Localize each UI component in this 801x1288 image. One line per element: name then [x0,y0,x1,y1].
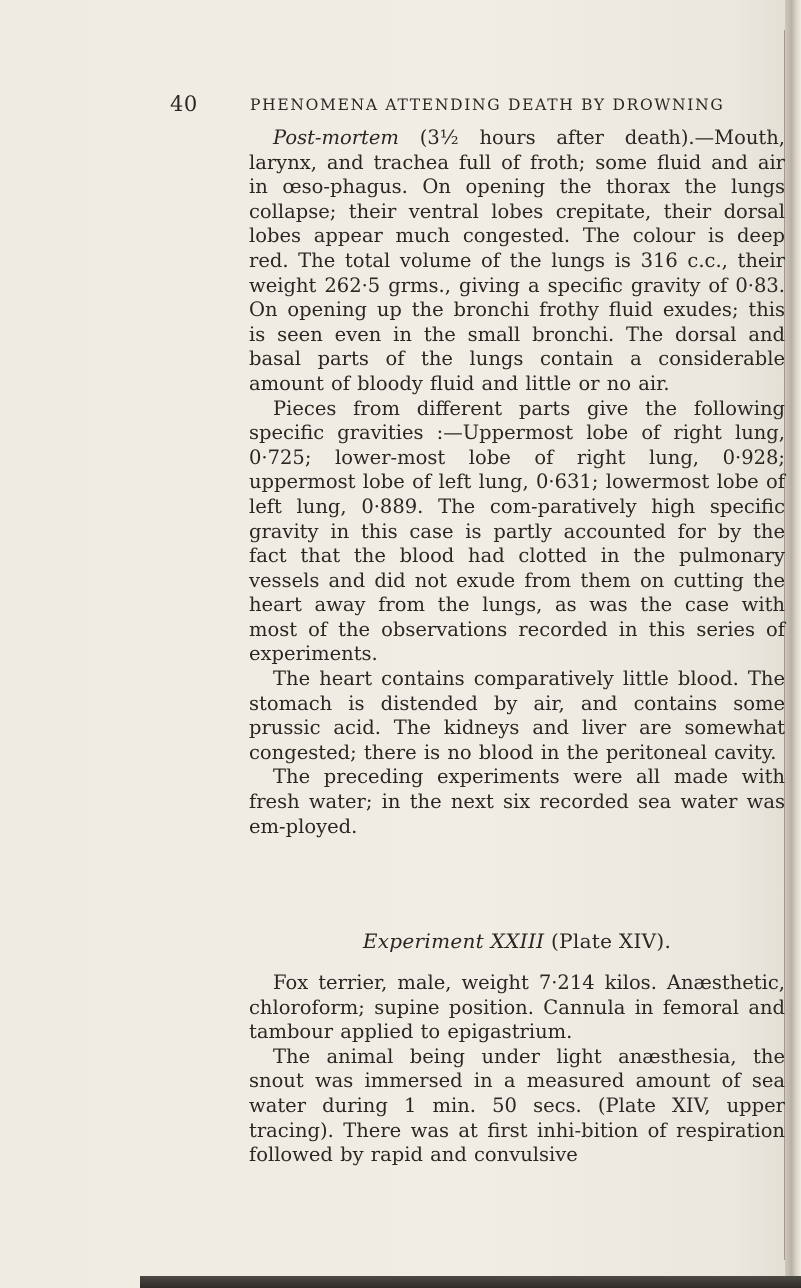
post-mortem-text: (3½ hours after death).—Mouth, larynx, and trachea full of froth; some fluid and air in œso-phagus. On opening the thorax the lungs collapse; their ventral lobes crepitate, their dorsal lobes appear much congested. The colour is deep red. The total volume of the lungs is 316 c.c., their weight 262·5 grms., giving a specific gravity of 0·83. On opening up the bronchi frothy fluid exudes; this is seen even in the small bronchi. The dorsal and basal parts of the lungs contain a considerable amount of bloody fluid and little or no air. [249,126,785,395]
main-text-block [249,126,785,839]
paragraph-post-mortem [249,126,785,397]
scan-border [140,1276,801,1288]
paragraph-heart-stomach: The heart contains comparatively little blood. The stomach is distended by air, and contains some prussic acid. The kidneys and liver are somewhat congested; there is no blood in the peritoneal cavity. [249,667,785,764]
running-head: PHENOMENA ATTENDING DEATH BY DROWNING [250,96,725,114]
experiment-heading [249,929,785,953]
experiment-text-block [249,971,785,1168]
paragraph-immersion: The animal being under light anæsthesia, the snout was immersed in a measured amount of sea water during 1 min. 50 secs. (Plate XIV, upper tracing). There was at first inhi-bition of respiration followed by rapid and convulsive [249,1044,785,1167]
paragraph-fox-terrier: Fox terrier, male, weight 7·214 kilos. Anæsthetic, chloroform; supine position. Cannula in femoral and tambour applied to epigastrium. [249,971,785,1044]
page-edge [785,0,801,1288]
experiment-title: Experiment XXIII [362,929,545,953]
experiment-plate: (Plate XIV). [544,929,672,953]
paragraph-sea-water: The preceding experiments were all made with fresh water; in the next six recorded sea water was em-ployed. [249,765,785,838]
page-number: 40 [170,92,198,116]
paragraph-specific-gravities: Pieces from different parts give the following specific gravities :—Uppermost lobe of right lung, 0·725; lower-most lobe of right lung, 0·928; uppermost lobe of left lung, 0·631; lowermost lobe of left lung, 0·889. The com-paratively high specific gravity in this case is partly accounted for by the fact that the blood had clotted in the pulmonary vessels and did not exude from them on cutting the heart away from the lungs, as was the case with most of the observations recorded in this series of experiments. [249,396,785,666]
post-mortem-italic: Post-mortem [273,126,399,149]
